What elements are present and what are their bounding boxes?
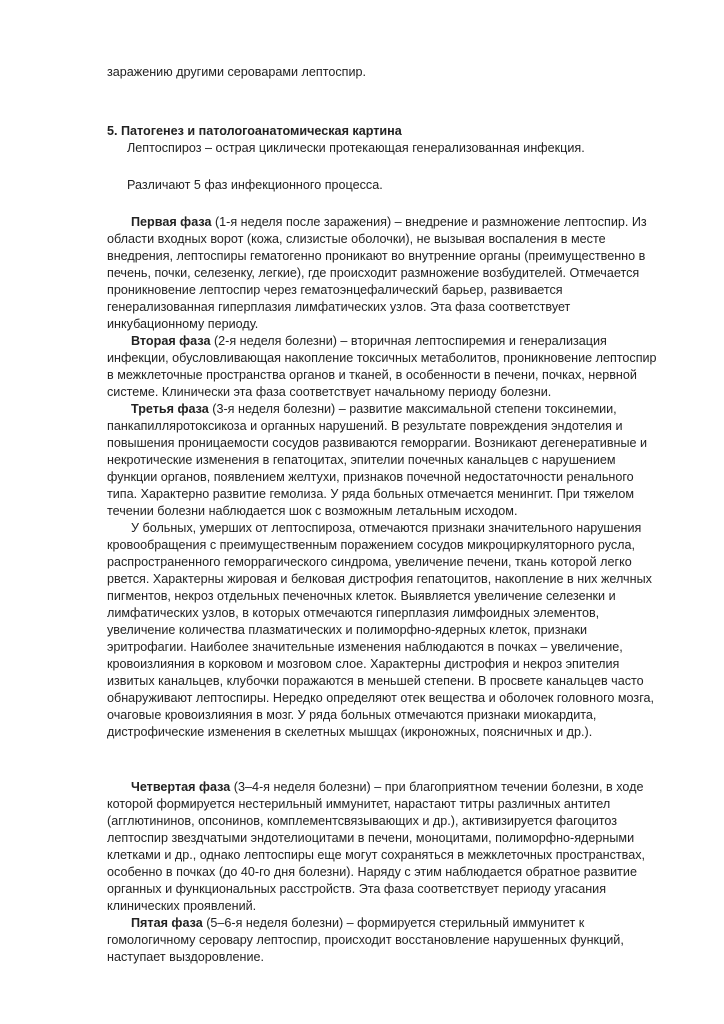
phase-1-first-line-rest: (1-я неделя после заражения) – внедрение и размножение лептоспир. Из <box>211 215 647 229</box>
phase-5-line: наступает выздоровление. <box>107 950 264 964</box>
phase-2-first-line-rest: (2-я неделя болезни) – вторичная лептоспиремия и генерализация <box>210 334 607 348</box>
phase-5-title: Пятая фаза <box>131 916 203 930</box>
phase-5-line: гомологичному серовару лептоспир, происходит восстановление нарушенных функций, <box>107 933 624 947</box>
phase-2-paragraph <box>107 333 657 401</box>
phase-3-line: функции органов, появлением желтухи, признаков почечной недостаточности ренального <box>107 470 634 484</box>
pathology-line: пигментов, некроз отдельных печеночных клеток. Выявляется увеличение селезенки и <box>107 589 616 603</box>
phase-2-line: системе. Клинически эта фаза соответствует начальному периоду болезни. <box>107 385 552 399</box>
section-heading: 5. Патогенез и патологоанатомическая картина <box>107 124 402 138</box>
phase-4-first-line-rest: (3–4-я неделя болезни) – при благоприятном течении болезни, в ходе <box>230 780 644 794</box>
phase-3-line: некротические изменения в гепатоцитах, эпителии почечных канальцев с нарушением <box>107 453 616 467</box>
pathology-line: извитых канальцев, клубочки поражаются в меньшей степени. В просвете канальцев часто <box>107 674 644 688</box>
phase-2-title: Вторая фаза <box>131 334 211 348</box>
pathology-line: распространенного геморрагического синдрома, увеличение печени, ткань которой легко <box>107 555 632 569</box>
pathology-line: кровоизлияния в корковом и мозговом слое. Характерны дистрофия и некроз эпителия <box>107 657 620 671</box>
phase-3-line: панкапилляротоксикоза и органных нарушений. В результате повреждения эндотелия и <box>107 419 623 433</box>
spacer <box>107 741 647 761</box>
phase-3-line: течении болезни наблюдается шок с возможным летальным исходом. <box>107 504 518 518</box>
phase-3-line: повышения проницаемости сосудов развиваются геморрагии. Возникают дегенеративные и <box>107 436 648 450</box>
phase-2-line: инфекции, обусловливающая накопление токсичных метаболитов, проникновение лептоспир <box>107 351 657 365</box>
pathology-line: эритрофагии. Наиболее значительные изменения наблюдаются в почках – увеличение, <box>107 640 623 654</box>
phase-2-first-line <box>107 333 647 350</box>
spacer <box>107 157 647 177</box>
spacer <box>107 194 647 214</box>
phase-1-line: области входных ворот (кожа, слизистые оболочки), не вызывая воспаления в месте <box>107 232 606 246</box>
phase-3-first-line-rest: (3-я неделя болезни) – развитие максимальной степени токсинемии, <box>208 402 617 416</box>
pathology-first-line: У больных, умерших от лептоспироза, отмечаются признаки значительного нарушения <box>131 521 642 535</box>
phases-intro: Различают 5 фаз инфекционного процесса. <box>127 178 383 192</box>
phase-1-line: печень, почки, селезенку, легкие), где происходит размножение возбудителей. Отмечается <box>107 266 640 280</box>
phase-4-line: (агглютининов, опсонинов, комплементсвязывающих и др.), активизируется фагоцитоз <box>107 814 617 828</box>
phase-1-line: генерализованная гиперплазия лимфатических узлов. Эта фаза соответствует <box>107 300 571 314</box>
phase-1-line: проникновение лептоспир через гематоэнцефалический барьер, развивается <box>107 283 563 297</box>
pathology-line: обнаруживают лептоспиры. Нередко определяют отек вещества и оболочек головного мозга, <box>107 691 655 705</box>
pathology-line: рвется. Характерны жировая и белковая дистрофия гепатоцитов, накопление в них желчных <box>107 572 652 586</box>
phase-3-title: Третья фаза <box>131 402 209 416</box>
phase-4-paragraph <box>107 779 647 915</box>
pathology-line: кровообращения с преимущественным поражением сосудов микроциркуляторного русла, <box>107 538 635 552</box>
spacer <box>107 81 647 105</box>
phase-3-paragraph <box>107 401 647 520</box>
document-page <box>107 64 657 966</box>
definition-line: Лептоспироз – острая циклически протекающая генерализованная инфекция. <box>127 141 585 155</box>
phase-4-line: особенно в почках (до 40-го дня болезни). Наряду с этим наблюдается обратное развитие <box>107 865 637 879</box>
pathology-paragraph <box>107 520 655 741</box>
phase-1-title: Первая фаза <box>131 215 212 229</box>
phase-4-line: которой формируется нестерильный иммунитет, нарастают титры различных антител <box>107 797 611 811</box>
phase-5-first-line <box>107 915 647 932</box>
phase-5-paragraph <box>107 915 647 966</box>
pathology-line: очаговые кровоизлияния в мозг. У ряда больных отмечаются признаки миокардита, <box>107 708 597 722</box>
phase-4-line: клетками и др., однако лептоспиры еще могут сохраняться в межклеточных пространствах, <box>107 848 645 862</box>
phase-1-line: внедрения, лептоспиры гематогенно проникают во внутренние органы (преимущественно в <box>107 249 646 263</box>
spacer <box>107 105 647 123</box>
phase-5-first-line-rest: (5–6-я неделя болезни) – формируется стерильный иммунитет к <box>202 916 585 930</box>
pathology-line: лимфатических узлов, в которых отмечаются гиперплазия лимфоидных элементов, <box>107 606 600 620</box>
phase-3-first-line <box>107 401 647 418</box>
phase-3-line: типа. Характерно развитие гемолиза. У ряда больных отмечается менингит. При тяжелом <box>107 487 635 501</box>
phase-2-line: в межклеточные пространства органов и тканей, в особенности в печени, почках, нервной <box>107 368 637 382</box>
phase-1-paragraph <box>107 214 647 333</box>
phase-1-line: инкубационному периоду. <box>107 317 259 331</box>
spacer <box>107 761 647 779</box>
phase-4-line: органных и функциональных расстройств. Эта фаза соответствует периоду угасания <box>107 882 607 896</box>
phase-4-line: клинических проявлений. <box>107 899 257 913</box>
intro-line: заражению другими сероварами лептоспир. <box>107 65 366 79</box>
phase-4-first-line <box>107 779 647 796</box>
phase-4-title: Четвертая фаза <box>131 780 231 794</box>
pathology-line: дистрофические изменения в скелетных мышцах (икроножных, поясничных и др.). <box>107 725 593 739</box>
pathology-line: увеличение количества плазматических и полиморфно-ядерных клеток, признаки <box>107 623 587 637</box>
phase-4-line: лептоспир звездчатыми эндотелиоцитами в печени, моноцитами, полиморфно-ядерными <box>107 831 635 845</box>
phase-1-first-line <box>107 214 647 231</box>
